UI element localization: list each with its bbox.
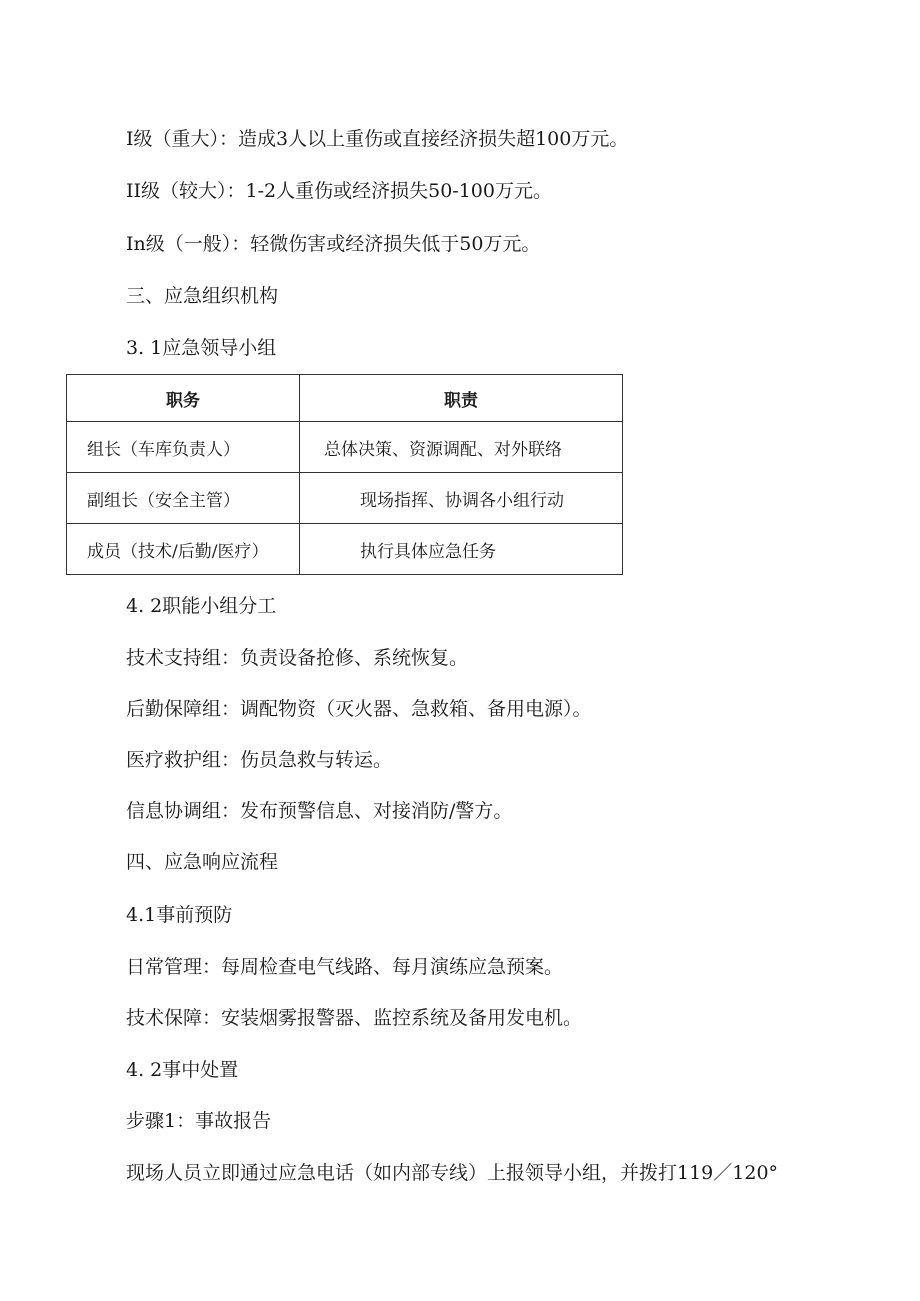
prevention-daily: 日常管理：每周检查电气线路、每月演练应急预案。 (126, 956, 564, 978)
header-position: 职务 (67, 375, 300, 422)
section-3-heading: 三、应急组织机构 (126, 285, 279, 307)
table-row (67, 422, 623, 473)
table-cell: 执行具体应急任务 (300, 524, 623, 575)
subsection-4-2-heading: 4. 2职能小组分工 (126, 595, 277, 617)
subsection-4-2-disposal-heading: 4. 2事中处置 (126, 1059, 239, 1081)
subsection-3-1-heading: 3. 1应急领导小组 (126, 337, 277, 359)
table-header-row (67, 375, 623, 422)
table-cell: 组长（车库负责人） (67, 422, 300, 473)
level-2-text: II级（较大）：1-2人重伤或经济损失50-100万元。 (126, 180, 552, 202)
section-4-heading: 四、应急响应流程 (126, 851, 279, 873)
table-row (67, 473, 623, 524)
subsection-4-1-heading: 4.1事前预防 (126, 904, 233, 926)
table-cell: 总体决策、资源调配、对外联络 (300, 422, 623, 473)
level-1-text: I级（重大）：造成3人以上重伤或直接经济损失超100万元。 (126, 128, 629, 150)
group-information: 信息协调组：发布预警信息、对接消防/警方。 (126, 800, 513, 822)
leadership-duties-table (66, 374, 623, 575)
step-1-text: 现场人员立即通过应急电话（如内部专线）上报领导小组，并拨打119／120° (126, 1162, 779, 1184)
table-cell: 现场指挥、协调各小组行动 (300, 473, 623, 524)
group-logistics: 后勤保障组：调配物资（灭火器、急救箱、备用电源）。 (126, 698, 592, 720)
prevention-technical: 技术保障：安装烟雾报警器、监控系统及备用发电机。 (126, 1007, 583, 1029)
table-cell: 副组长（安全主管） (67, 473, 300, 524)
header-responsibility: 职责 (300, 375, 623, 422)
group-technical: 技术支持组：负责设备抢修、系统恢复。 (126, 647, 469, 669)
table-row (67, 524, 623, 575)
group-medical: 医疗救护组：伤员急救与转运。 (126, 749, 393, 771)
level-3-text: In级（一般）：轻微伤害或经济损失低于50万元。 (126, 233, 541, 255)
table-cell: 成员（技术/后勤/医疗） (67, 524, 300, 575)
step-1-heading: 步骤1：事故报告 (126, 1110, 272, 1132)
